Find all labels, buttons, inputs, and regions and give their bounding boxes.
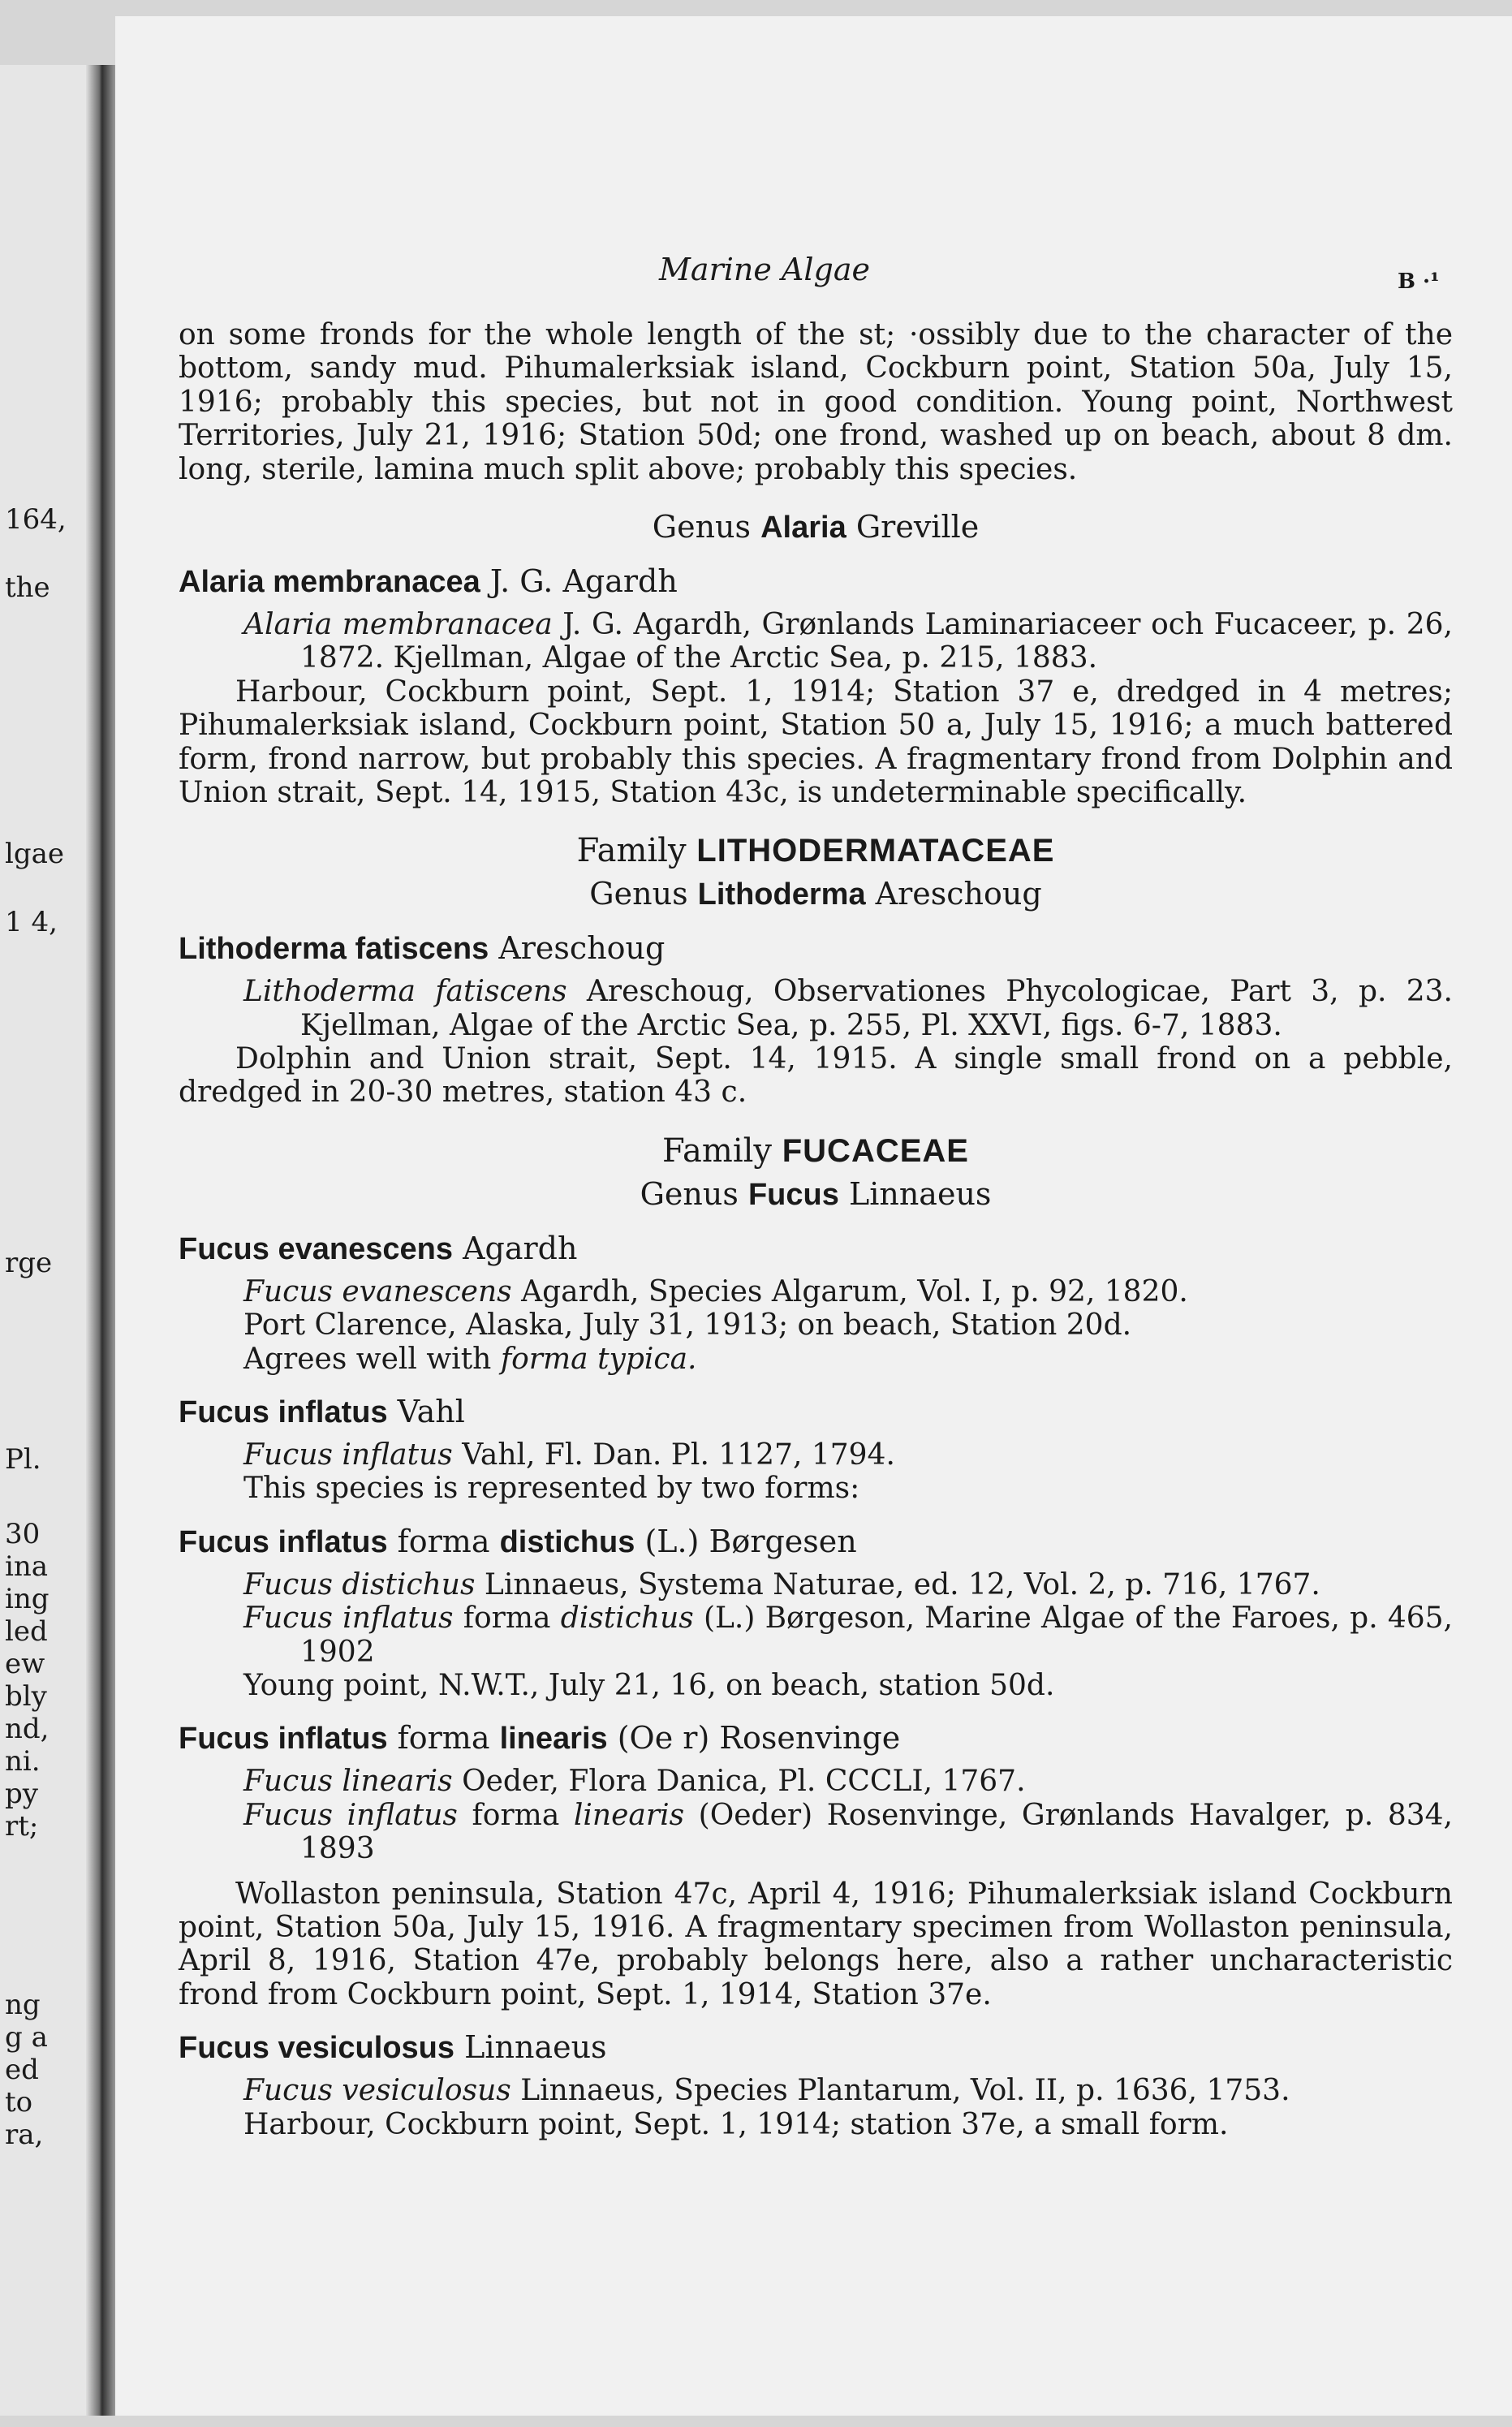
notes-paragraph: Dolphin and Union strait, Sept. 14, 1915. A single small frond on a pebble, dredged in 20-30 metres, station 43 c. [179, 1042, 1453, 1110]
reference: Fucus linearis Oeder, Flora Danica, Pl. CCCLI, 1767. [243, 1765, 1026, 1799]
margin-fragment: ew [5, 1648, 45, 1680]
book-gutter [86, 65, 115, 2416]
locality: Young point, N.W.T., July 21, 16, on beach, station 50d. [243, 1668, 1055, 1702]
locality: Port Clarence, Alaska, July 31, 1913; on beach, Station 20d. [243, 1308, 1132, 1343]
margin-fragment: Pl. [5, 1443, 41, 1476]
margin-fragment: ing [5, 1583, 50, 1615]
genus-heading-lithoderma: Genus Lithoderma Areschoug [589, 876, 1042, 912]
genus-heading-alaria: Genus Alaria Greville [652, 508, 980, 545]
margin-fragment: ed [5, 2054, 39, 2086]
intro-paragraph: on some fronds for the whole length of the st; ·ossibly due to the character of the bottom, sandy mud. Pihumalerksiak island, Cockburn point, Station 50a, July 15, 1916; probably this species, but not in good condition. Young point, Northwest Territories, July 21, 1916; Station 50d; one frond, washed up on beach, about 8 dm. long, sterile, lamina much split above; probably this species. [179, 318, 1453, 486]
margin-fragment: ng [5, 1989, 41, 2021]
margin-fragment: bly [5, 1680, 47, 1713]
reference: Fucus distichus Linnaeus, Systema Naturae, ed. 12, Vol. 2, p. 716, 1767. [243, 1567, 1320, 1601]
note: Agrees well with forma typica. [243, 1342, 697, 1376]
running-title: Marine Algae [659, 252, 870, 287]
family-heading-fucaceae: Family FUCACEAE [662, 1132, 969, 1170]
margin-fragment: nd, [5, 1713, 50, 1745]
margin-fragment: ra, [5, 2119, 44, 2151]
reference: Fucus inflatus Vahl, Fl. Dan. Pl. 1127, 1794. [243, 1438, 895, 1472]
reference: Alaria membranacea J. G. Agardh, Grønlands Laminariaceer och Fucaceer, p. 26, 1872. Kjellman, Algae of the Arctic Sea, p. 215, 1883. [243, 607, 1453, 675]
notes-paragraph: Wollaston peninsula, Station 47c, April 4, 1916; Pihumalerksiak island Cockburn point, Station 50a, July 15, 1916. A fragmentary specimen from Wollaston peninsula, April 8, 1916, Station 47e, probably belongs here, also a rather uncharacteristic frond from Cockburn point, Sept. 1, 1914, Station 37e. [179, 1877, 1453, 2011]
notes-paragraph: Harbour, Cockburn point, Sept. 1, 1914; Station 37 e, dredged in 4 metres; Pihumalerksiak island, Cockburn point, Station 50 a, July 15, 1916; a much battered form, frond narrow, but probably this species. A fragmentary frond from Dolphin and Union strait, Sept. 14, 1915, Station 43c, is undeterminable specifically. [179, 675, 1453, 809]
genus-heading-fucus: Genus Fucus Linnaeus [640, 1175, 992, 1212]
margin-fragment: led [5, 1615, 48, 1648]
reference: Fucus inflatus forma distichus (L.) Børgeson, Marine Algae of the Faroes, p. 465, 1902 [243, 1601, 1453, 1669]
reference: Fucus inflatus forma linearis (Oeder) Rosenvinge, Grønlands Havalger, p. 834, 1893 [243, 1798, 1453, 1866]
margin-fragment: lgae [5, 838, 65, 870]
margin-fragment: 164, [5, 503, 67, 536]
margin-fragment: the [5, 571, 50, 604]
reference: Fucus vesiculosus Linnaeus, Species Plantarum, Vol. II, p. 1636, 1753. [243, 2074, 1290, 2108]
species-heading-fucus-inflatus-linearis: Fucus inflatus forma linearis (Oe r) Rosenvinge [179, 1720, 901, 1757]
page [115, 16, 1512, 2416]
margin-fragment: g a [5, 2021, 48, 2054]
margin-fragment: to [5, 2086, 33, 2119]
page-number: B ·¹ [1398, 269, 1440, 294]
species-heading-fucus-inflatus-distichus: Fucus inflatus forma distichus (L.) Børgesen [179, 1523, 857, 1559]
species-heading-alaria-membranacea: Alaria membranacea J. G. Agardh [179, 563, 678, 599]
margin-fragment: ina [5, 1550, 49, 1583]
family-heading-lithodermataceae: Family LITHODERMATACEAE [576, 832, 1055, 870]
note: This species is represented by two forms: [243, 1472, 860, 1506]
species-heading-lithoderma-fatiscens: Lithoderma fatiscens Areschoug [179, 930, 666, 967]
margin-fragment: rt; [5, 1810, 39, 1843]
main-text-column [179, 318, 1453, 2141]
margin-fragment: 1 4, [5, 906, 58, 938]
margin-fragment: py [5, 1778, 38, 1810]
margin-fragment: 30 [5, 1518, 41, 1550]
locality: Harbour, Cockburn point, Sept. 1, 1914; station 37e, a small form. [243, 2107, 1229, 2141]
species-heading-fucus-inflatus: Fucus inflatus Vahl [179, 1394, 465, 1430]
margin-fragment: rge [5, 1247, 53, 1279]
species-heading-fucus-evanescens: Fucus evanescens Agardh [179, 1230, 578, 1266]
margin-fragment: ni. [5, 1745, 41, 1778]
species-heading-fucus-vesiculosus: Fucus vesiculosus Linnaeus [179, 2029, 607, 2066]
reference: Fucus evanescens Agardh, Species Algarum, Vol. I, p. 92, 1820. [243, 1274, 1188, 1308]
reference: Lithoderma fatiscens Areschoug, Observationes Phycologicae, Part 3, p. 23. Kjellman, Algae of the Arctic Sea, p. 255, Pl. XXVI, figs. 6-7, 1883. [243, 975, 1454, 1042]
